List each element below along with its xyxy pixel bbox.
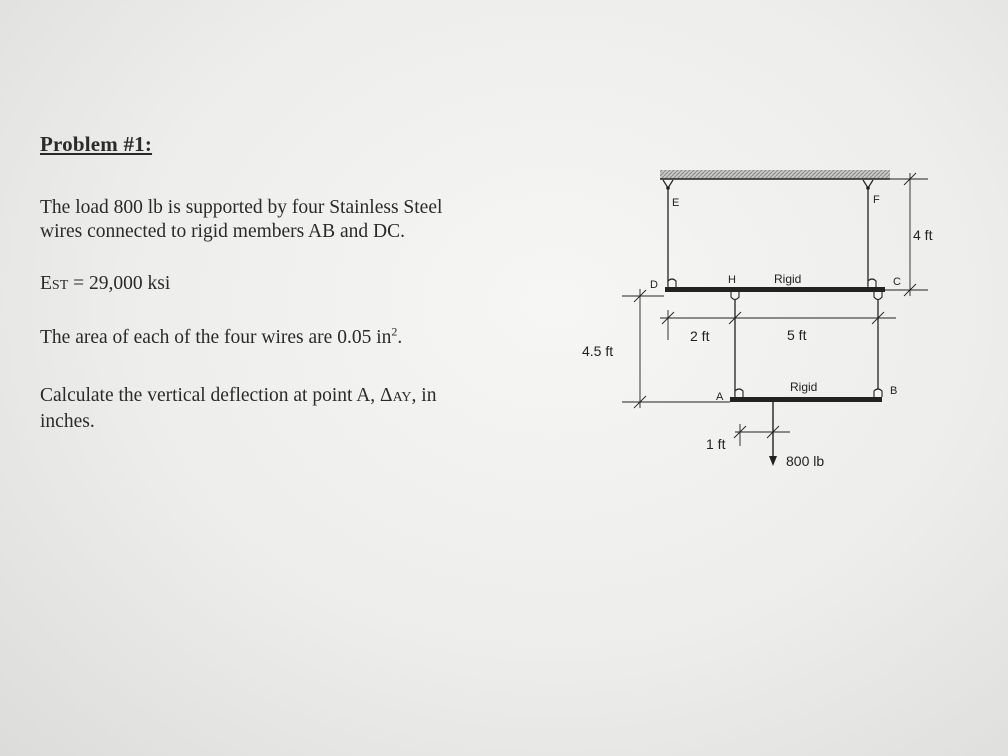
ceiling-support [660,170,890,179]
rigid-bar-DC [665,287,885,292]
pin-H [731,292,739,300]
label-D: D [650,279,658,291]
label-E: E [672,197,680,209]
problem-title: Problem #1: [40,132,153,156]
label-C: C [893,276,901,288]
dim-4-5ft [622,289,730,408]
area-exponent: 2 [391,324,398,339]
pin-B [874,389,882,397]
label-F: F [873,194,880,206]
label-H: H [728,274,736,286]
modulus-subscript: ST [51,278,69,293]
question-subscript: AY [392,390,412,405]
area-text: The area of each of the four wires are 0.05 in [40,327,392,348]
rigid-bottom-label: Rigid [790,380,818,394]
label-A: A [716,391,724,403]
dim-label-1ft: 1 ft [706,436,726,452]
dim-label-4-5ft: 4.5 ft [582,343,614,359]
pin-D [668,279,676,287]
modulus-value: = 29,000 ksi [68,273,171,294]
dim-1ft [734,418,790,446]
modulus-symbol: E [40,273,52,294]
question-post: , in [411,385,437,406]
label-B: B [890,385,898,397]
pin-C-lower [874,292,882,300]
dim-label-5ft: 5 ft [787,327,807,343]
area-suffix: . [397,327,403,348]
dim-label-4ft: 4 ft [913,227,933,243]
pin-C [868,279,876,287]
load-label: 800 lb [786,453,825,469]
statement-line-2: wires connected to rigid members AB and DC. [40,221,406,242]
question-text: Calculate the vertical deflection at point A, Δ [40,385,393,406]
rigid-bar-AB [730,397,882,402]
pin-A [735,389,743,397]
dim-label-2ft: 2 ft [690,328,710,344]
rigid-top-label: Rigid [774,272,802,286]
statement-line-1: The load 800 lb is supported by four Stainless Steel [40,197,443,218]
question-line-2: inches. [40,411,95,432]
